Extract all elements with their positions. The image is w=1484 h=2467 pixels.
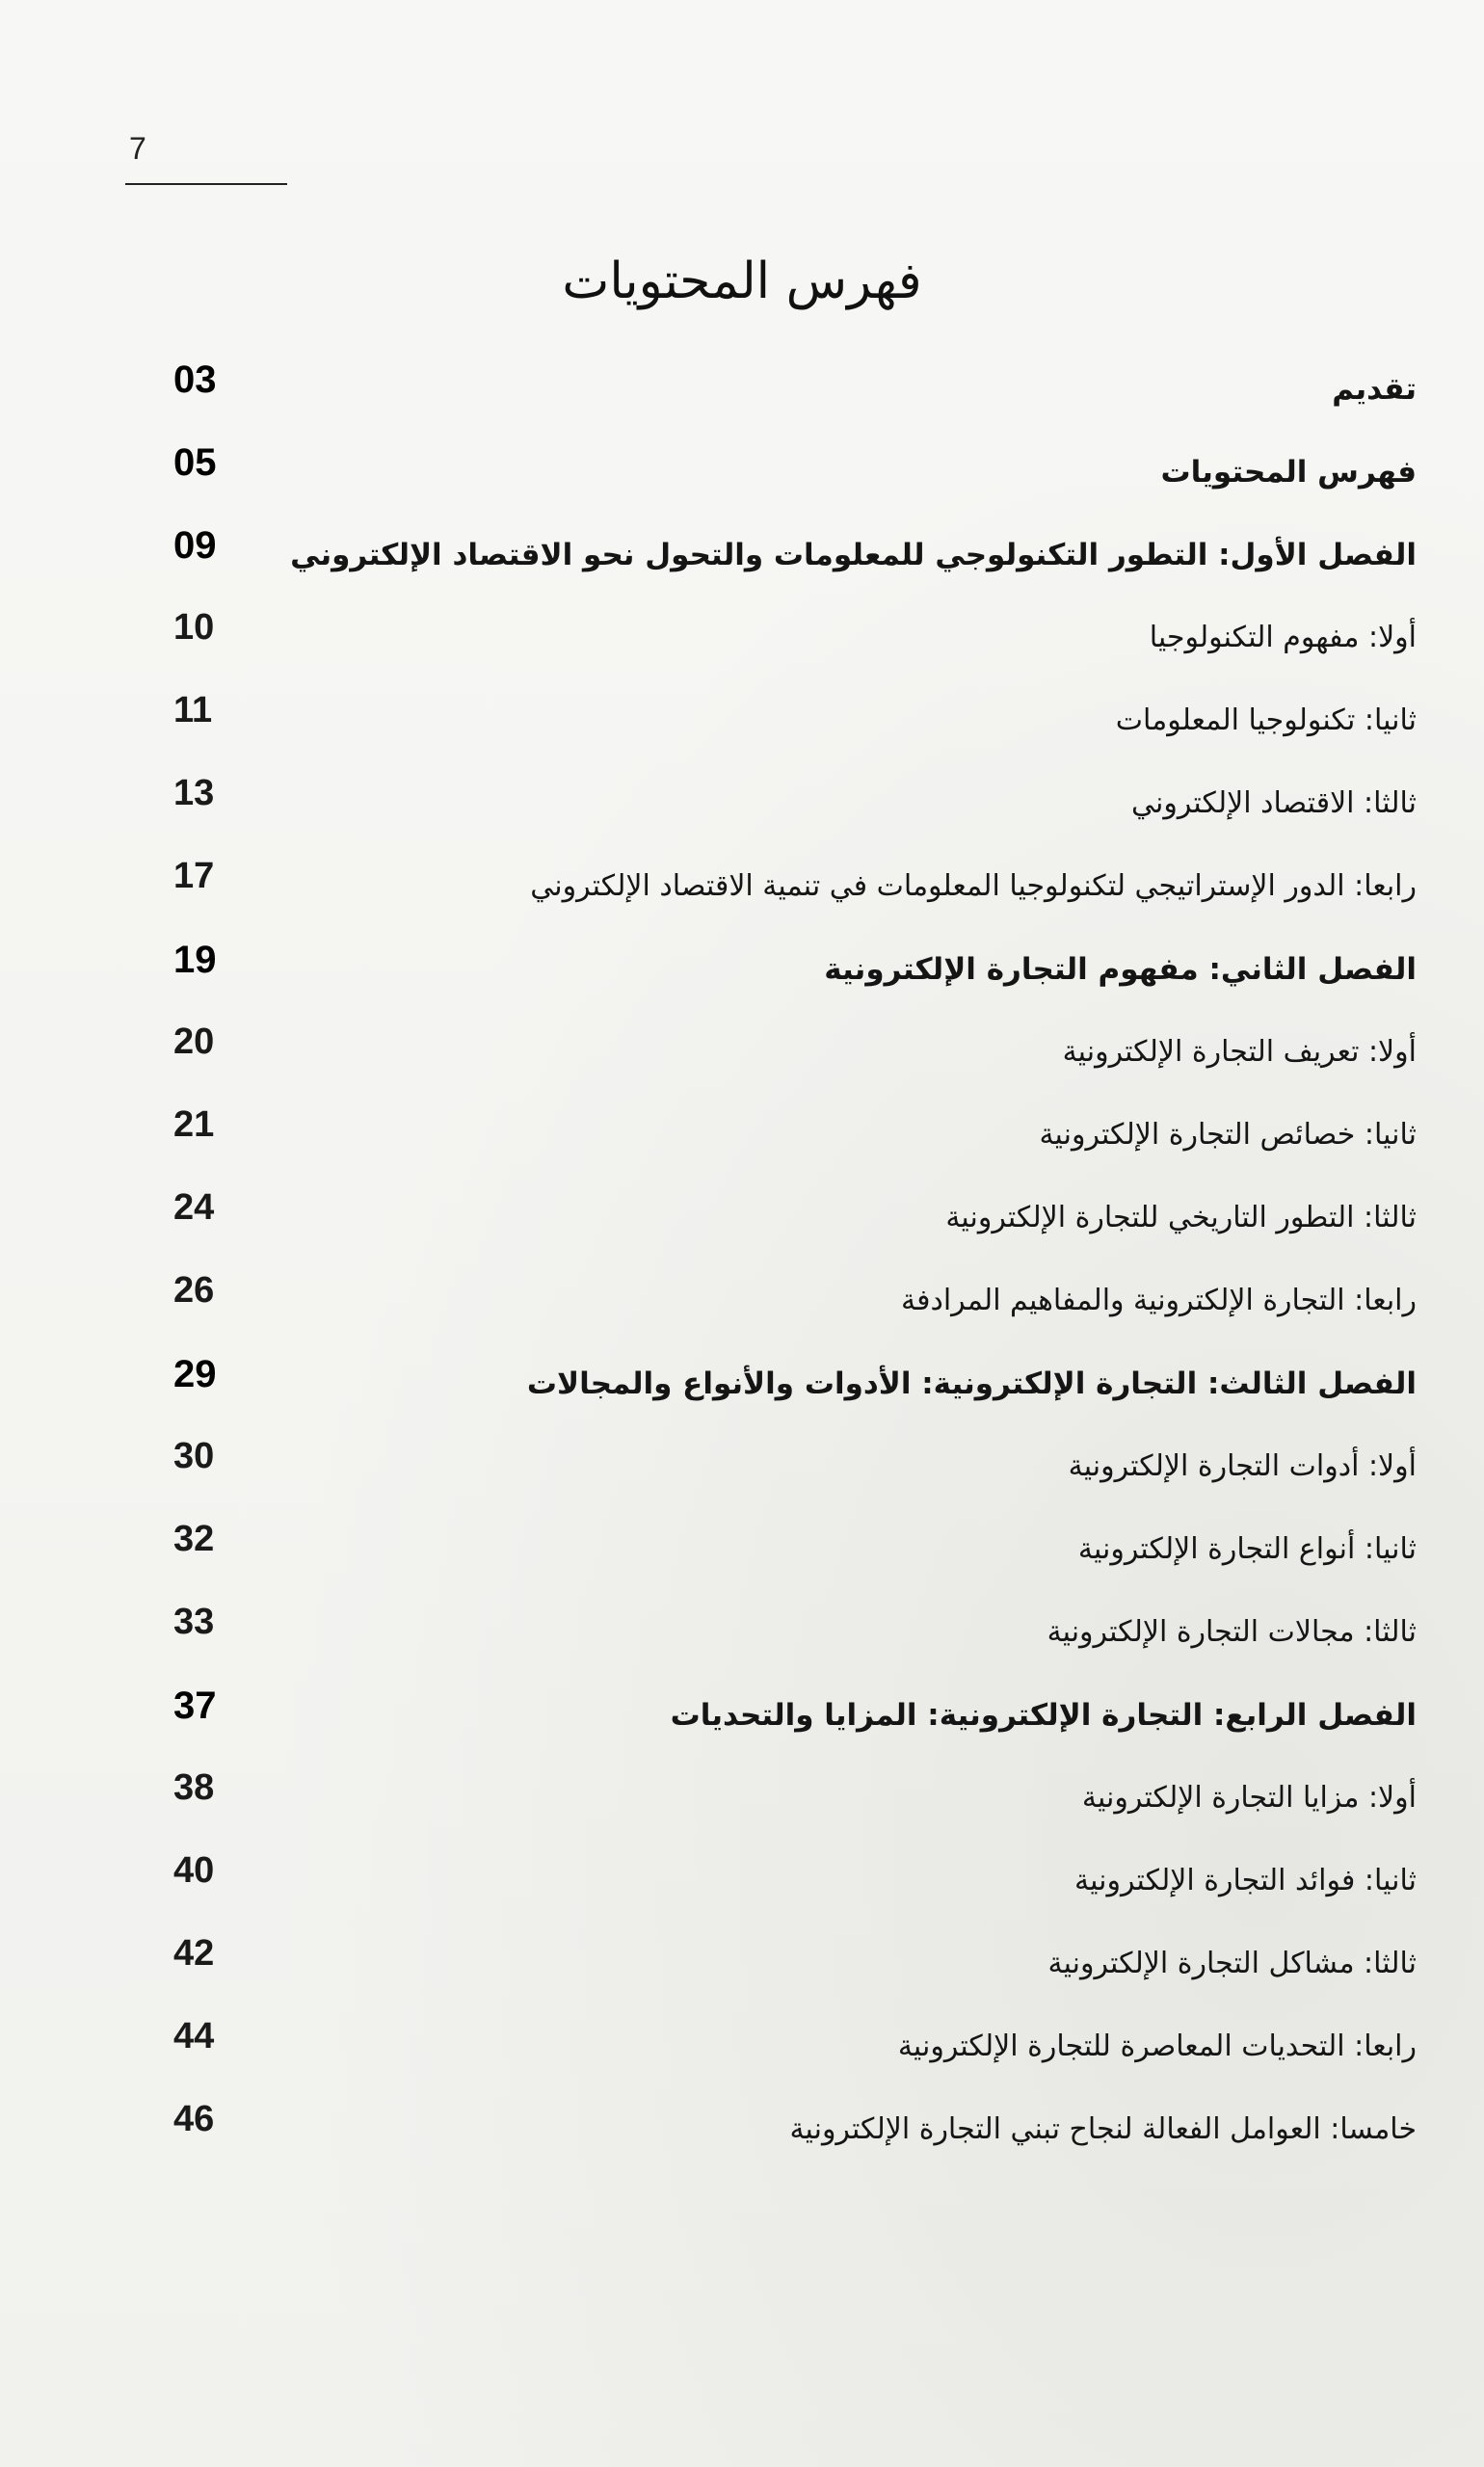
toc-entry-title: الفصل الثالث: التجارة الإلكترونية: الأدوات والأنواع والمجالات	[526, 1366, 1417, 1401]
toc-entry-title: ثانيا: فوائد التجارة الإلكترونية	[1074, 1864, 1417, 1897]
toc-entry-title: الفصل الأول: التطور التكنولوجي للمعلومات والتحول نحو الاقتصاد الإلكتروني	[290, 538, 1417, 572]
toc-entry-page-number: 10	[173, 607, 215, 648]
toc-entry	[173, 939, 1417, 1021]
toc-entry-title: فهرس المحتويات	[1160, 455, 1417, 490]
toc-entry-title: رابعا: الدور الإستراتيجي لتكنولوجيا المعلومات في تنمية الاقتصاد الإلكتروني	[530, 869, 1417, 903]
toc-entry	[173, 773, 1417, 856]
toc-entry	[173, 1436, 1417, 1519]
toc-entry-title: تقديم	[1332, 372, 1417, 407]
toc-entry-title: أولا: مفهوم التكنولوجيا	[1149, 621, 1417, 654]
toc-entry-page-number: 19	[173, 939, 217, 981]
toc-entry	[173, 1850, 1417, 1933]
header-rule	[125, 183, 287, 185]
toc-entry-page-number: 42	[173, 1933, 215, 1974]
toc-entry-page-number: 17	[173, 856, 215, 896]
toc-entry	[173, 1602, 1417, 1684]
toc-entry-page-number: 40	[173, 1850, 215, 1891]
toc-entry-page-number: 21	[173, 1104, 215, 1145]
toc-entry-page-number: 05	[173, 441, 217, 484]
toc-entry-page-number: 20	[173, 1021, 215, 1062]
toc-entry-title: ثانيا: أنواع التجارة الإلكترونية	[1077, 1532, 1417, 1566]
toc-entry-page-number: 44	[173, 2016, 215, 2056]
toc-entry-title: ثالثا: الاقتصاد الإلكتروني	[1131, 786, 1417, 820]
toc-entry-title: الفصل الرابع: التجارة الإلكترونية: المزايا والتحديات	[670, 1698, 1417, 1733]
toc-entry-title: الفصل الثاني: مفهوم التجارة الإلكترونية	[824, 952, 1417, 987]
toc-entry	[173, 1104, 1417, 1187]
toc-entry-page-number: 38	[173, 1767, 215, 1808]
toc-entry-page-number: 32	[173, 1519, 215, 1559]
toc-entry	[173, 1519, 1417, 1602]
toc-entry	[173, 1270, 1417, 1353]
toc-entry-title: أولا: مزايا التجارة الإلكترونية	[1081, 1781, 1417, 1815]
toc-entry-title: أولا: أدوات التجارة الإلكترونية	[1068, 1449, 1417, 1483]
toc-entry-title: ثانيا: خصائص التجارة الإلكترونية	[1039, 1118, 1417, 1152]
toc-entry-title: ثالثا: التطور التاريخي للتجارة الإلكترونية	[945, 1201, 1417, 1234]
toc-entry	[173, 607, 1417, 690]
toc-entry-page-number: 37	[173, 1684, 217, 1727]
toc-entry	[173, 524, 1417, 607]
toc-entry	[173, 358, 1417, 441]
toc-entry-page-number: 30	[173, 1436, 215, 1476]
toc-entry	[173, 1353, 1417, 1436]
toc-entry	[173, 1187, 1417, 1270]
toc-entry-page-number: 13	[173, 773, 215, 813]
toc-entry	[173, 1684, 1417, 1767]
toc-entry-page-number: 24	[173, 1187, 215, 1228]
toc-entry-title: ثالثا: مشاكل التجارة الإلكترونية	[1047, 1947, 1417, 1980]
toc-entry-title: رابعا: التجارة الإلكترونية والمفاهيم المرادفة	[901, 1284, 1417, 1317]
toc-entry-page-number: 29	[173, 1353, 217, 1395]
toc-entry-page-number: 03	[173, 358, 217, 401]
toc-entry	[173, 2099, 1417, 2182]
toc-entry	[173, 690, 1417, 773]
toc-entry-page-number: 46	[173, 2099, 215, 2139]
toc-entry-title: رابعا: التحديات المعاصرة للتجارة الإلكترونية	[897, 2029, 1417, 2063]
toc-entry	[173, 2016, 1417, 2099]
toc-entry-title: أولا: تعريف التجارة الإلكترونية	[1062, 1035, 1417, 1069]
toc-entry-title: ثانيا: تكنولوجيا المعلومات	[1115, 703, 1417, 737]
toc-entry-page-number: 11	[173, 690, 213, 730]
toc-entry	[173, 856, 1417, 939]
table-of-contents	[173, 358, 1417, 2182]
toc-entry	[173, 441, 1417, 524]
page-title: فهرس المحتويات	[562, 252, 922, 310]
toc-entry-page-number: 09	[173, 524, 217, 567]
toc-entry-page-number: 26	[173, 1270, 215, 1311]
toc-entry	[173, 1021, 1417, 1104]
toc-entry-title: خامسا: العوامل الفعالة لنجاح تبني التجارة الإلكترونية	[789, 2112, 1417, 2146]
page-number: 7	[129, 131, 146, 166]
toc-entry-page-number: 33	[173, 1602, 215, 1642]
toc-entry	[173, 1933, 1417, 2016]
toc-entry-title: ثالثا: مجالات التجارة الإلكترونية	[1047, 1615, 1417, 1649]
toc-entry	[173, 1767, 1417, 1850]
